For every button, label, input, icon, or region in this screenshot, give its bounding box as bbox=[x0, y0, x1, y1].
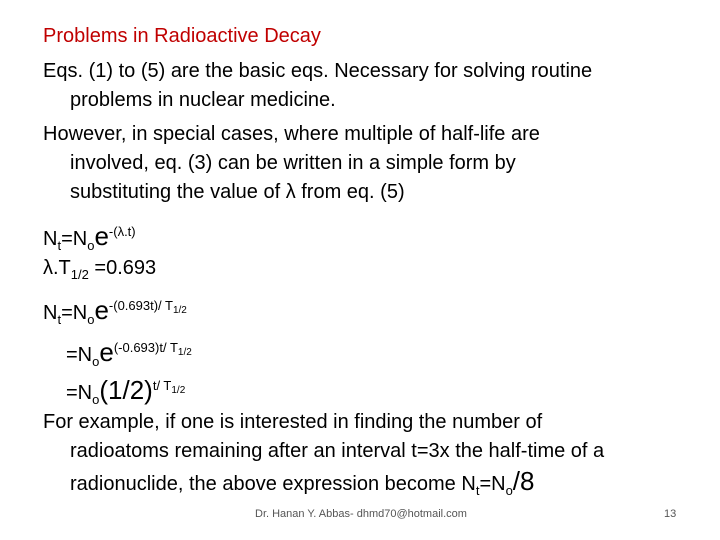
eq3-lhs: N bbox=[43, 302, 58, 324]
eq5-eq: =N bbox=[66, 382, 93, 404]
para1-line2: problems in nuclear medicine. bbox=[70, 89, 336, 111]
eq3-exponent bbox=[108, 298, 187, 316]
eq2-text: λ.T bbox=[43, 257, 71, 279]
para3-line3-eq: =N bbox=[479, 473, 506, 495]
eq5-base: (1/2) bbox=[99, 375, 153, 405]
para3-line3-sub2: o bbox=[505, 483, 513, 498]
eq1-eq: =N bbox=[61, 228, 88, 250]
eq3-exp: -(0.693t)/ T bbox=[108, 298, 173, 313]
para3-line1: For example, if one is interested in finding the number of bbox=[43, 411, 543, 433]
eq2-rhs: =0.693 bbox=[88, 257, 157, 279]
eq4-eq-sub: o bbox=[92, 354, 100, 369]
eq5-eq-sub: o bbox=[92, 392, 100, 407]
eq4-exponent bbox=[113, 340, 192, 358]
eq3-lhs-sub: t bbox=[57, 312, 62, 327]
eq4-eq: =N bbox=[66, 344, 93, 366]
eq4-exp: (-0.693)t/ T bbox=[113, 340, 178, 355]
slide-title: Problems in Radioactive Decay bbox=[43, 25, 321, 47]
eq1-lhs-sub: t bbox=[57, 238, 62, 253]
para2-line2: involved, eq. (3) can be written in a simple form by bbox=[70, 152, 516, 174]
page-number: 13 bbox=[664, 508, 677, 520]
para3-line3-sub1: t bbox=[475, 483, 480, 498]
equation-3 bbox=[43, 292, 187, 334]
eq5-exponent bbox=[152, 378, 186, 396]
footer-author: Dr. Hanan Y. Abbas- dhmd70@hotmail.com bbox=[255, 508, 467, 520]
equation-4 bbox=[66, 334, 192, 376]
eq5-exp: t/ T bbox=[152, 378, 172, 393]
eq1-lhs: N bbox=[43, 228, 58, 250]
eq3-exp-sub: 1/2 bbox=[172, 305, 187, 316]
eq1-eq-sub: o bbox=[87, 238, 95, 253]
eq1-base: e bbox=[94, 221, 109, 251]
equation-2 bbox=[43, 254, 156, 289]
eq4-exp-sub: 1/2 bbox=[177, 347, 192, 358]
para3-line3-text: radionuclide, the above expression become N bbox=[70, 473, 476, 495]
eq5-exp-sub: 1/2 bbox=[171, 385, 186, 396]
eq3-eq: =N bbox=[61, 302, 88, 324]
para1-line1: Eqs. (1) to (5) are the basic eqs. Necessary for solving routine bbox=[43, 60, 593, 82]
para2-line3: substituting the value of λ from eq. (5) bbox=[70, 181, 405, 203]
para3-line3 bbox=[70, 467, 534, 505]
eq3-eq-sub: o bbox=[87, 312, 95, 327]
eq3-base: e bbox=[94, 295, 109, 325]
para2-line1: However, in special cases, where multiple of half-life are bbox=[43, 123, 540, 145]
eq1-exp: -(λ.t) bbox=[108, 224, 136, 239]
eq2-sub: 1/2 bbox=[70, 267, 89, 282]
para3-line3-end: /8 bbox=[512, 466, 535, 496]
eq4-base: e bbox=[99, 337, 114, 367]
para3-line2: radioatoms remaining after an interval t=3x the half-time of a bbox=[70, 440, 605, 462]
